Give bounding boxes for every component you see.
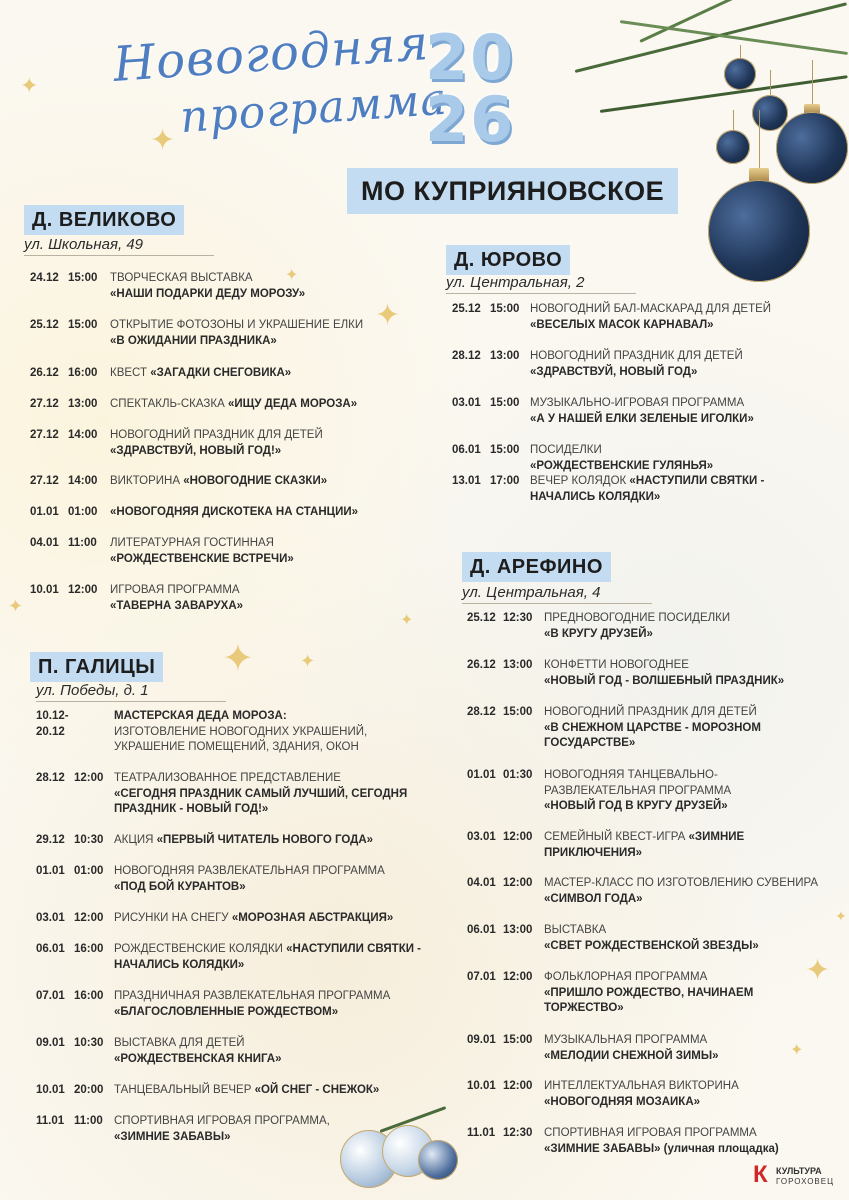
event-date: 25.12 xyxy=(30,319,59,331)
event-time: 13:00 xyxy=(490,350,520,362)
event-description xyxy=(110,397,430,413)
event-type: НОВОГОДНИЙ ПРАЗДНИК ДЛЯ ДЕТЕЙ xyxy=(544,706,757,718)
event-date: 03.01 xyxy=(36,912,65,924)
event-description xyxy=(544,768,824,815)
event-description xyxy=(544,876,824,907)
event-type: СЕМЕЙНЫЙ КВЕСТ-ИГРА xyxy=(544,831,686,843)
event-time: 15:00 xyxy=(490,303,520,315)
section-title-galitsy: П. ГАЛИЦЫ xyxy=(30,652,163,682)
event-time: 13:00 xyxy=(503,924,533,936)
event-title: «ЗИМНИЕ ЗАБАВЫ» xyxy=(114,1130,231,1143)
event-time: 11:00 xyxy=(68,537,97,549)
title-line-2: программа xyxy=(178,73,450,144)
event-description xyxy=(114,771,424,818)
event-extra: (уличная площадка) xyxy=(660,1142,779,1155)
event-time: 01:30 xyxy=(503,769,533,781)
event-title: «ЗАГАДКИ СНЕГОВИКА» xyxy=(150,367,292,379)
event-time: 01:00 xyxy=(74,865,104,877)
event-date: 10.01 xyxy=(30,584,59,596)
event-type: ЛИТЕРАТУРНАЯ ГОСТИННАЯ xyxy=(110,537,274,549)
event-date: 27.12 xyxy=(30,398,59,410)
event-date: 04.01 xyxy=(30,537,59,549)
event-type: НОВОГОДНЯЯ ТАНЦЕВАЛЬНО-РАЗВЛЕКАТЕЛЬНАЯ ПРОГРАММА xyxy=(544,769,732,797)
event-title: «ЗИМНИЕ ЗАБАВЫ» xyxy=(544,1142,661,1155)
event-time: 16:00 xyxy=(68,367,98,379)
event-type: СПЕКТАКЛЬ-СКАЗКА xyxy=(110,398,225,410)
event-title: «ОЙ СНЕГ - СНЕЖОК» xyxy=(254,1084,380,1096)
event-title: «ТАВЕРНА ЗАВАРУХА» xyxy=(110,599,244,612)
event-type: МАСТЕР-КЛАСС ПО ИЗГОТОВЛЕНИЮ СУВЕНИРА xyxy=(544,877,819,889)
event-description xyxy=(530,474,830,505)
section-address-yurovo: ул. Центральная, 2 xyxy=(446,274,636,294)
event-title: «В ОЖИДАНИИ ПРАЗДНИКА» xyxy=(110,334,277,347)
event-title: «РОЖДЕСТВЕНСКАЯ КНИГА» xyxy=(114,1052,282,1065)
event-date: 01.01 xyxy=(467,769,496,781)
event-description xyxy=(530,349,830,380)
event-date: 25.12 xyxy=(452,303,481,315)
event-title: «СЕГОДНЯ ПРАЗДНИК САМЫЙ ЛУЧШИЙ, СЕГОДНЯ ПРАЗДНИК - НОВЫЙ ГОД!» xyxy=(114,787,408,815)
event-date: 03.01 xyxy=(452,397,481,409)
event-title: «НОВОГОДНИЕ СКАЗКИ» xyxy=(183,475,328,487)
event-type: ИГРОВАЯ ПРОГРАММА xyxy=(110,584,240,596)
event-time: 12:00 xyxy=(74,772,104,784)
event-type: СПОРТИВНАЯ ИГРОВАЯ ПРОГРАММА xyxy=(544,1127,757,1139)
event-date: 07.01 xyxy=(36,990,65,1002)
event-title: «СИМВОЛ ГОДА» xyxy=(544,892,643,905)
event-title: «НОВЫЙ ГОД - ВОЛШЕБНЫЙ ПРАЗДНИК» xyxy=(544,674,785,687)
event-time: 12:00 xyxy=(503,971,533,983)
event-time: 13:00 xyxy=(503,659,533,671)
event-title: «МОРОЗНАЯ АБСТРАКЦИЯ» xyxy=(231,912,394,924)
event-title: «РОЖДЕСТВЕНСКИЕ ГУЛЯНЬЯ» xyxy=(530,459,714,472)
event-title: «МЕЛОДИИ СНЕЖНОЙ ЗИМЫ» xyxy=(544,1049,719,1062)
section-address-velikovo: ул. Школьная, 49 xyxy=(24,236,214,256)
event-time: 16:00 xyxy=(74,990,104,1002)
event-description xyxy=(114,989,424,1020)
event-time: 13:00 xyxy=(68,398,98,410)
event-date: 28.12 xyxy=(467,706,496,718)
event-type: ВЕЧЕР КОЛЯДОК xyxy=(530,475,627,487)
event-date: 03.01 xyxy=(467,831,496,843)
event-time: 15:00 xyxy=(68,319,98,331)
event-type: ПОСИДЕЛКИ xyxy=(530,444,602,456)
event-type: ВИКТОРИНА xyxy=(110,475,180,487)
event-type: ВЫСТАВКА xyxy=(544,924,607,936)
section-title-velikovo: Д. ВЕЛИКОВО xyxy=(24,205,184,235)
year-bottom: 26 xyxy=(425,83,516,156)
event-title: «НАСТУПИЛИ СВЯТКИ - НАЧАЛИСЬ КОЛЯДКИ» xyxy=(114,943,422,971)
event-title: «ПОД БОЙ КУРАНТОВ» xyxy=(114,880,246,893)
event-date: 10.01 xyxy=(467,1080,496,1092)
event-description xyxy=(544,611,824,642)
event-type: ТАНЦЕВАЛЬНЫЙ ВЕЧЕР xyxy=(114,1084,252,1096)
event-date: 10.12-20.12 xyxy=(36,710,69,738)
event-time: 15:00 xyxy=(503,1034,533,1046)
event-description xyxy=(530,443,830,474)
event-date: 27.12 xyxy=(30,475,59,487)
event-type: РИСУНКИ НА СНЕГУ xyxy=(114,912,229,924)
event-time: 14:00 xyxy=(68,475,98,487)
event-description xyxy=(110,474,430,490)
logo-k-icon: К xyxy=(753,1161,768,1188)
event-description xyxy=(110,536,430,567)
event-title: «ВЕСЕЛЫХ МАСОК КАРНАВАЛ» xyxy=(530,318,714,331)
event-time: 12:00 xyxy=(68,584,98,596)
event-type: РОЖДЕСТВЕНСКИЕ КОЛЯДКИ xyxy=(114,943,283,955)
event-date: 26.12 xyxy=(467,659,496,671)
event-time: 20:00 xyxy=(74,1084,104,1096)
event-time: 14:00 xyxy=(68,429,98,441)
event-description xyxy=(110,366,430,382)
event-date: 10.01 xyxy=(36,1084,65,1096)
event-description xyxy=(110,271,430,302)
event-description xyxy=(544,1033,824,1064)
event-title: «БЛАГОСЛОВЛЕННЫЕ РОЖДЕСТВОМ» xyxy=(114,1005,339,1018)
event-date: 06.01 xyxy=(452,444,481,456)
event-type: НОВОГОДНИЙ ПРАЗДНИК ДЛЯ ДЕТЕЙ xyxy=(110,429,323,441)
event-title: «НАСТУПИЛИ СВЯТКИ - НАЧАЛИСЬ КОЛЯДКИ» xyxy=(530,475,765,503)
event-date: 13.01 xyxy=(452,475,481,487)
event-description xyxy=(544,923,824,954)
event-date: 04.01 xyxy=(467,877,496,889)
event-description xyxy=(530,302,830,333)
event-type: ТЕАТРАЛИЗОВАННОЕ ПРЕДСТАВЛЕНИЕ xyxy=(114,772,341,784)
event-type: МУЗЫКАЛЬНО-ИГРОВАЯ ПРОГРАММА xyxy=(530,397,745,409)
event-type: НОВОГОДНИЙ БАЛ-МАСКАРАД ДЛЯ ДЕТЕЙ xyxy=(530,303,772,315)
event-description xyxy=(114,1083,424,1099)
event-title: «А У НАШЕЙ ЕЛКИ ЗЕЛЕНЫЕ ИГОЛКИ» xyxy=(530,412,754,425)
event-time: 12:00 xyxy=(503,831,533,843)
event-description xyxy=(114,833,424,849)
event-type: НОВОГОДНИЙ ПРАЗДНИК ДЛЯ ДЕТЕЙ xyxy=(530,350,743,362)
event-description xyxy=(110,318,430,349)
event-date: 29.12 xyxy=(36,834,65,846)
year-top: 20 xyxy=(425,21,516,94)
event-title: «РОЖДЕСТВЕНСКИЕ ВСТРЕЧИ» xyxy=(110,552,294,565)
event-description xyxy=(544,658,824,689)
logo-line-2: ГОРОХОВЕЦ xyxy=(776,1177,835,1186)
section-title-arefino: Д. АРЕФИНО xyxy=(462,552,611,582)
event-type: МУЗЫКАЛЬНАЯ ПРОГРАММА xyxy=(544,1034,708,1046)
event-title: «В СНЕЖНОМ ЦАРСТВЕ - МОРОЗНОМ ГОСУДАРСТВЕ» xyxy=(544,721,761,749)
event-time: 15:00 xyxy=(503,706,533,718)
event-title: «СВЕТ РОЖДЕСТВЕНСКОЙ ЗВЕЗДЫ» xyxy=(544,939,759,952)
event-description xyxy=(114,942,424,973)
event-date: 28.12 xyxy=(36,772,65,784)
event-type: КВЕСТ xyxy=(110,367,147,379)
event-type: ФОЛЬКЛОРНАЯ ПРОГРАММА xyxy=(544,971,708,983)
event-type: ИНТЕЛЛЕКТУАЛЬНАЯ ВИКТОРИНА xyxy=(544,1080,739,1092)
event-date: 07.01 xyxy=(467,971,496,983)
event-type: НОВОГОДНЯЯ РАЗВЛЕКАТЕЛЬНАЯ ПРОГРАММА xyxy=(114,865,385,877)
event-description xyxy=(110,583,430,614)
event-date: 25.12 xyxy=(467,612,496,624)
event-description xyxy=(544,830,824,861)
event-time: 11:00 xyxy=(74,1115,103,1127)
event-type: ПРЕДНОВОГОДНИЕ ПОСИДЕЛКИ xyxy=(544,612,731,624)
section-address-arefino: ул. Центральная, 4 xyxy=(462,584,652,604)
event-type: АКЦИЯ xyxy=(114,834,154,846)
event-date: 06.01 xyxy=(36,943,65,955)
event-title: «НОВЫЙ ГОД В КРУГУ ДРУЗЕЙ» xyxy=(544,800,728,812)
event-time: 12:00 xyxy=(503,877,533,889)
logo-line-1: КУЛЬТУРА xyxy=(776,1166,822,1176)
event-time: 10:30 xyxy=(74,834,104,846)
event-title: «ЗДРАВСТВУЙ, НОВЫЙ ГОД!» xyxy=(110,444,282,457)
event-date: 06.01 xyxy=(467,924,496,936)
event-description xyxy=(110,505,430,521)
section-address-galitsy: ул. Победы, д. 1 xyxy=(36,682,226,702)
event-date: 09.01 xyxy=(36,1037,65,1049)
event-type: СПОРТИВНАЯ ИГРОВАЯ ПРОГРАММА, xyxy=(114,1115,330,1127)
event-time: 10:30 xyxy=(74,1037,104,1049)
event-description xyxy=(114,911,424,927)
event-description xyxy=(114,1036,424,1067)
event-time: 15:00 xyxy=(490,444,520,456)
event-description xyxy=(110,428,430,459)
event-date: 27.12 xyxy=(30,429,59,441)
event-title: МАСТЕРСКАЯ ДЕДА МОРОЗА: xyxy=(114,710,287,722)
event-time: 12:00 xyxy=(74,912,104,924)
event-type: ОТКРЫТИЕ ФОТОЗОНЫ И УКРАШЕНИЕ ЕЛКИ xyxy=(110,319,364,331)
event-title: «ЗИМНИЕ ПРИКЛЮЧЕНИЯ» xyxy=(544,831,745,859)
event-date: 11.01 xyxy=(467,1127,496,1139)
event-type: ИЗГОТОВЛЕНИЕ НОВОГОДНИХ УКРАШЕНИЙ, УКРАШЕНИЕ ПОМЕЩЕНИЙ, ЗДАНИЯ, ОКОН xyxy=(114,725,368,753)
event-time: 15:00 xyxy=(68,272,98,284)
event-title: «ПЕРВЫЙ ЧИТАТЕЛЬ НОВОГО ГОДА» xyxy=(156,834,374,846)
municipality-title: МО КУПРИЯНОВСКОЕ xyxy=(347,168,678,214)
event-time: 16:00 xyxy=(74,943,104,955)
event-time: 15:00 xyxy=(490,397,520,409)
event-title: «НАШИ ПОДАРКИ ДЕДУ МОРОЗУ» xyxy=(110,287,306,300)
event-title: «ПРИШЛО РОЖДЕСТВО, НАЧИНАЕМ ТОРЖЕСТВО» xyxy=(544,986,754,1014)
event-description xyxy=(544,970,824,1017)
title-line-1: Новогодняя xyxy=(111,15,431,93)
event-time: 12:30 xyxy=(503,612,533,624)
event-description xyxy=(544,705,824,752)
event-type: ТВОРЧЕСКАЯ ВЫСТАВКА xyxy=(110,272,253,284)
event-date: 01.01 xyxy=(30,506,59,518)
event-date: 24.12 xyxy=(30,272,59,284)
event-type: КОНФЕТТИ НОВОГОДНЕЕ xyxy=(544,659,689,671)
event-time: 01:00 xyxy=(68,506,98,518)
event-date: 28.12 xyxy=(452,350,481,362)
event-title: «В КРУГУ ДРУЗЕЙ» xyxy=(544,627,653,640)
event-time: 12:00 xyxy=(503,1080,533,1092)
event-description xyxy=(530,396,830,427)
event-type: ПРАЗДНИЧНАЯ РАЗВЛЕКАТЕЛЬНАЯ ПРОГРАММА xyxy=(114,990,391,1002)
event-time: 12:30 xyxy=(503,1127,533,1139)
event-date: 09.01 xyxy=(467,1034,496,1046)
event-type: ВЫСТАВКА ДЛЯ ДЕТЕЙ xyxy=(114,1037,245,1049)
event-title: «НОВОГОДНЯЯ ДИСКОТЕКА НА СТАНЦИИ» xyxy=(110,506,358,518)
event-description xyxy=(114,864,424,895)
event-title: «ИЩУ ДЕДА МОРОЗА» xyxy=(227,398,358,410)
section-title-yurovo: Д. ЮРОВО xyxy=(446,245,570,275)
event-description xyxy=(114,1114,424,1145)
event-description xyxy=(544,1126,824,1157)
event-description xyxy=(114,709,424,756)
event-title: «НОВОГОДНЯЯ МОЗАИКА» xyxy=(544,1095,701,1108)
event-date: 01.01 xyxy=(36,865,65,877)
event-description xyxy=(544,1079,824,1110)
event-date: 26.12 xyxy=(30,367,59,379)
event-time: 17:00 xyxy=(490,475,520,487)
event-title: «ЗДРАВСТВУЙ, НОВЫЙ ГОД» xyxy=(530,365,698,378)
event-date: 11.01 xyxy=(36,1115,65,1127)
